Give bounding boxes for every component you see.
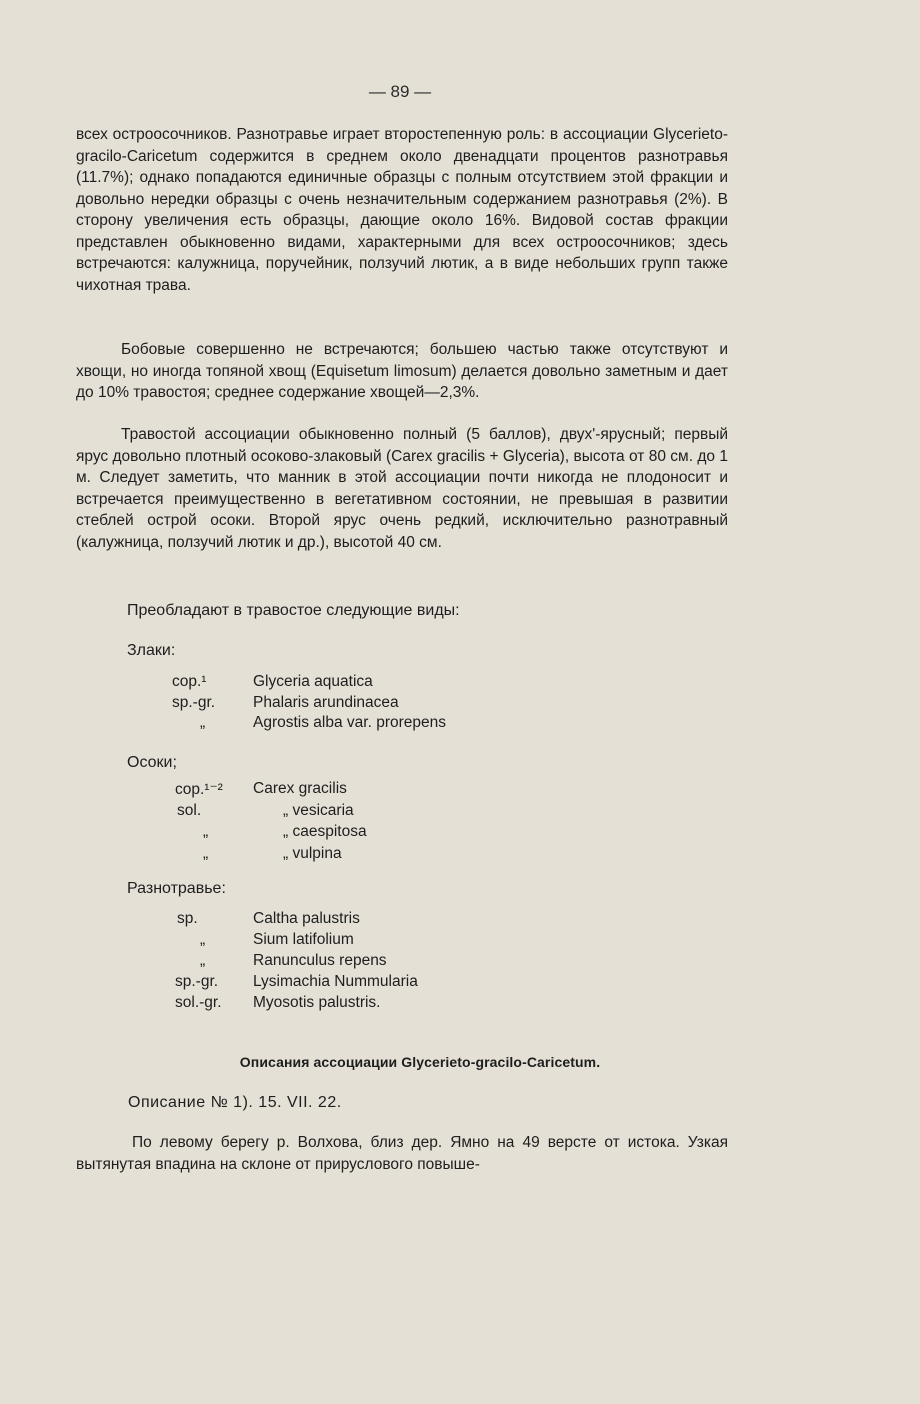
species-name: Sium latifolium	[253, 931, 354, 948]
abundance-abbr: sol.	[177, 802, 202, 819]
species-name: „ caespitosa	[283, 823, 367, 840]
ditto-mark: „	[200, 714, 206, 731]
species-name: Carex gracilis	[253, 780, 347, 797]
species-name: Lysimachia Nummularia	[253, 973, 418, 990]
species-name: Phalaris arundinacea	[253, 694, 399, 711]
paragraph-fractions: всех остроосочников. Разнотравье играет второстепенную роль: в ассоциации Glycerieto-gracilo-Caricetum содержится в среднем около двенадцати процентов разнотравья (11.7%); однако попадаются единичные образцы с полным отсутствием этой фракции и довольно нередки образцы с очень незначительным содержанием разнотравья (2%). В сторону увеличения есть образцы, дающие около 16%. Видовой состав фракции представлен обыкновенно видами, характерными для всех остроосочников; здесь встречаются: калужница, поручейник, ползучий лютик, а в виде небольших групп также чихотная трава.	[76, 126, 728, 294]
species-name: „ vesicaria	[283, 802, 354, 819]
species-intro: Преобладают в травостое следующие виды:	[127, 602, 460, 619]
species-name: Agrostis alba var. prorepens	[253, 714, 446, 731]
abundance-abbr: sp.-gr.	[172, 694, 216, 711]
paragraph-legumes: Бобовые совершенно не встречаются; большею частью также отсутствуют и хвощи, но иногда топяной хвощ (Equisetum limosum) делается довольно заметным и дает до 10% травостоя; среднее содержание хвощей—2,3%.	[76, 341, 728, 401]
page-number: — 89 —	[368, 82, 432, 101]
species-name: Glyceria aquatica	[253, 673, 373, 690]
description-label: Описание № 1). 15. VII. 22.	[128, 1094, 342, 1111]
abundance-abbr: sp.-gr.	[175, 973, 219, 990]
abundance-abbr: sol.-gr.	[175, 994, 222, 1011]
paragraph-description: По левому берегу р. Волхова, близ дер. Ямно на 49 версте от истока. Узкая вытянутая впадина на склоне от прируслового повыше-	[76, 1134, 728, 1173]
species-name: Myosotis palustris.	[253, 994, 381, 1011]
species-name: Ranunculus repens	[253, 952, 387, 969]
paragraph-stand: Травостой ассоциации обыкновенно полный (5 баллов), двух'-ярусный; первый ярус довольно плотный осоково-злаковый (Carex gracilis + Glyceria), высота от 80 см. до 1 м. Следует заметить, что манник в этой ассоциации почти никогда не плодоносит и встречается преимущественно в вегетативном состоянии, не превышая в развитии стеблей острой осоки. Второй ярус очень редкий, исключительно разнотравный (калужница, ползучий лютик и др.), высотой 40 см.	[76, 426, 728, 551]
ditto-mark: „	[200, 931, 206, 948]
abundance-abbr: cop.¹⁻²	[175, 781, 223, 798]
ditto-mark: „	[203, 823, 209, 840]
ditto-mark: „	[200, 952, 206, 969]
ditto-mark: „	[203, 845, 209, 862]
species-name: „ vulpina	[283, 845, 342, 862]
abundance-abbr: sp.	[177, 910, 198, 927]
group-heading-grasses: Злаки:	[127, 642, 176, 659]
group-heading-sedges: Осоки;	[127, 754, 177, 771]
group-heading-forbs: Разнотравье:	[127, 880, 226, 897]
species-name: Caltha palustris	[253, 910, 360, 927]
abundance-abbr: cop.¹	[172, 673, 207, 690]
section-title: Описания ассоциации Glycerieto-gracilo-Caricetum.	[239, 1054, 601, 1070]
